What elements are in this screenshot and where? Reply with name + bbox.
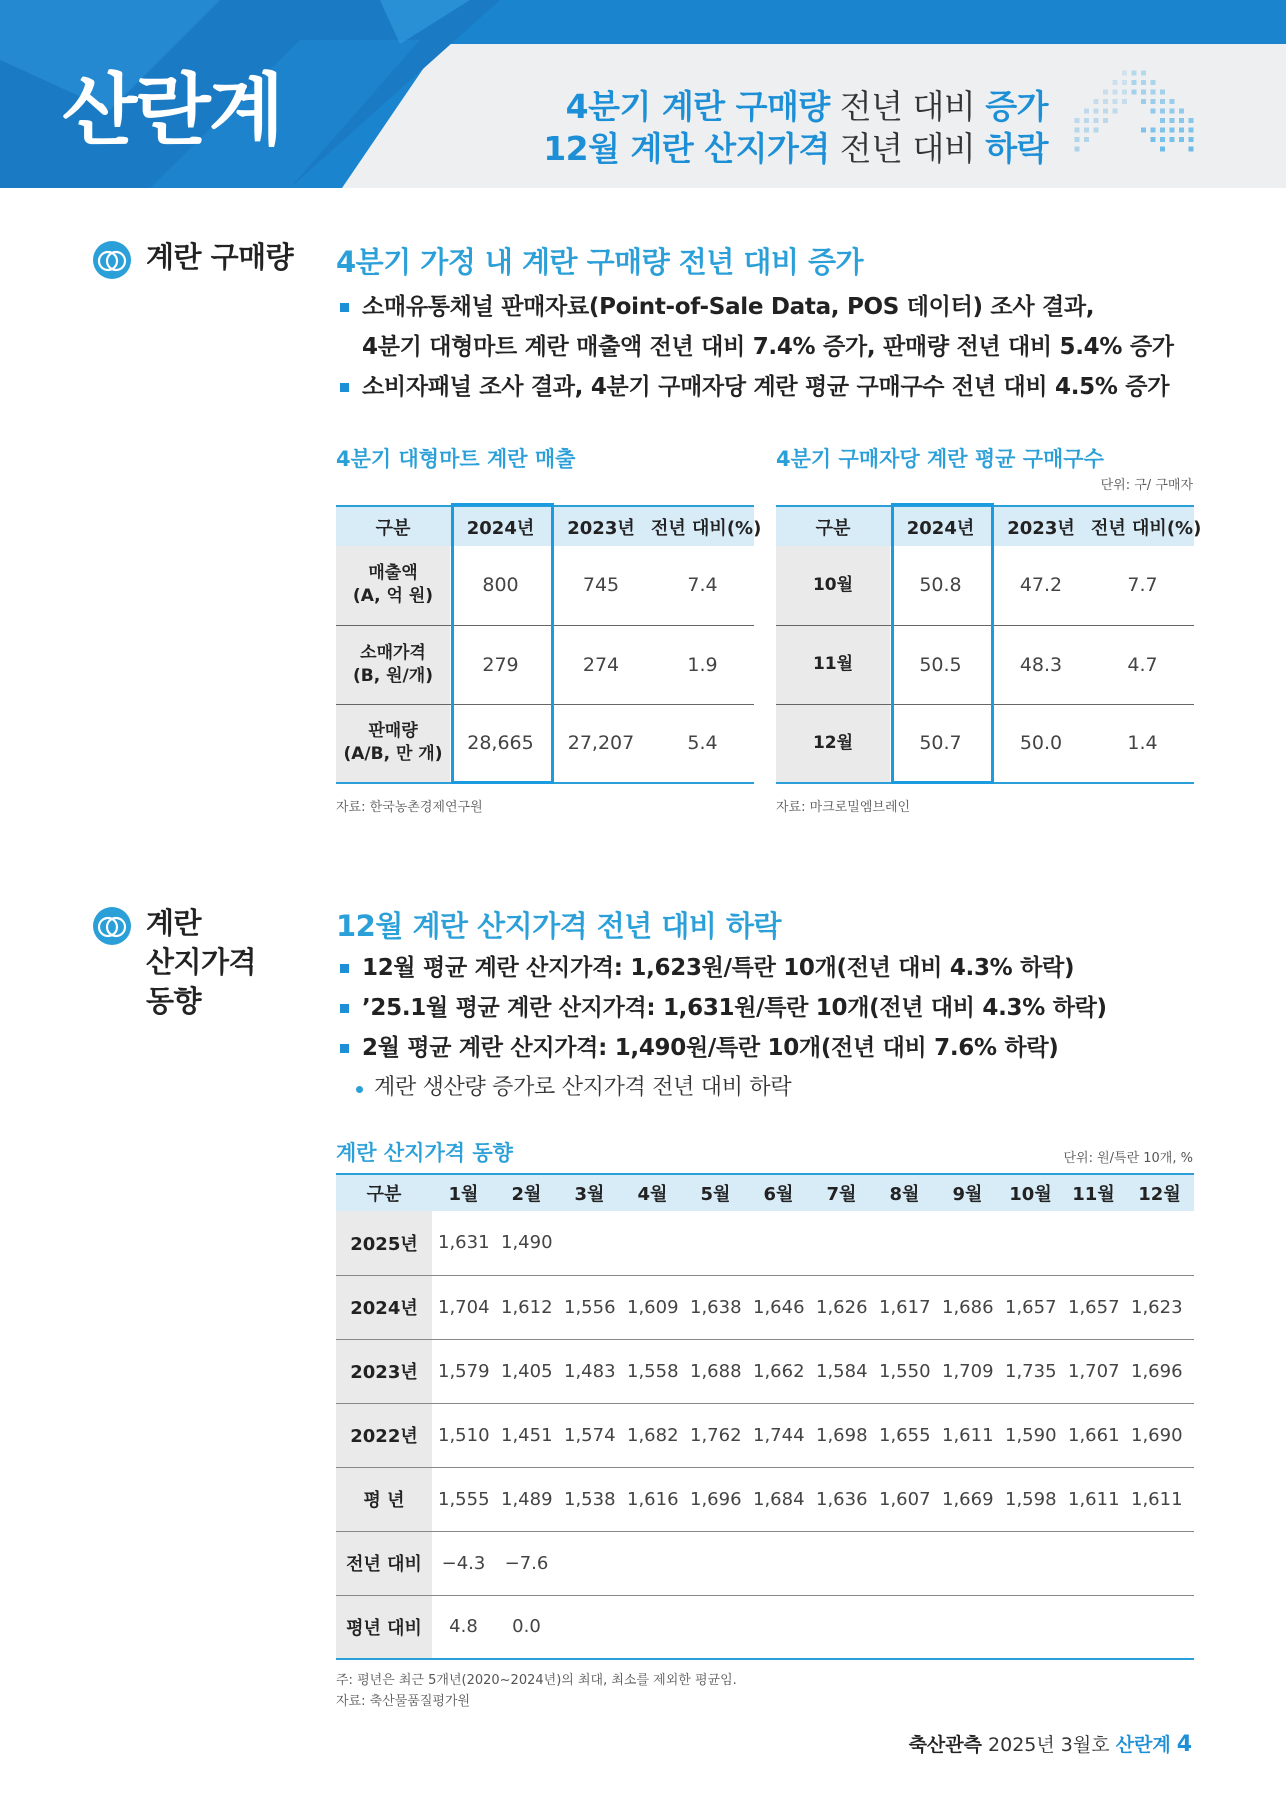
table-title-purchase-count: 4분기 구매자당 계란 평균 구매구수 (776, 447, 1104, 471)
table-cell (747, 1595, 810, 1659)
table-cell: 274 (551, 625, 651, 704)
bullet-item: 소비자패널 조사 결과, 4분기 구매자당 계란 평균 구매구수 전년 대비 4.5% 증가 (340, 367, 1174, 407)
table-cell: 1,550 (873, 1339, 936, 1403)
table-cell: 4.8 (432, 1595, 495, 1659)
banner-headline-2: 12월 계란 산지가격 전년 대비 하락 (543, 129, 1048, 168)
table-cell: 1,655 (873, 1403, 936, 1467)
table-cell (558, 1595, 621, 1659)
table-source: 자료: 한국농촌경제연구원 (336, 800, 483, 815)
table-cell: 1,631 (432, 1211, 495, 1275)
table-cell (684, 1595, 747, 1659)
page-number: 4 (1176, 1732, 1192, 1757)
table-cell (936, 1531, 999, 1595)
table-cell: 1,612 (495, 1275, 558, 1339)
column-header: 6월 (747, 1174, 810, 1211)
bullet-item: 12월 평균 계란 산지가격: 1,623원/특란 10개(전년 대비 4.3% 하락) (340, 948, 1107, 988)
column-header: 2월 (495, 1174, 558, 1211)
table-cell (621, 1531, 684, 1595)
table-row (336, 1275, 1194, 1339)
table-cell: −7.6 (495, 1531, 558, 1595)
table-cell: 4.7 (1091, 625, 1194, 704)
table-cell: 47.2 (991, 546, 1091, 625)
table-cell (936, 1211, 999, 1275)
table-cell: 279 (450, 625, 551, 704)
header-banner (0, 0, 1286, 188)
row-header: 2023년 (336, 1339, 432, 1403)
table-title-mart-sales: 4분기 대형마트 계란 매출 (336, 447, 576, 471)
table-cell: 1,611 (1125, 1467, 1194, 1531)
table-cell: 0.0 (495, 1595, 558, 1659)
table-source: 자료: 축산물품질평가원 (336, 1694, 471, 1709)
row-header: 2025년 (336, 1211, 432, 1275)
table-cell: 1,661 (1062, 1403, 1125, 1467)
table-cell: 1,682 (621, 1403, 684, 1467)
table-cell: 1,607 (873, 1467, 936, 1531)
table-cell (747, 1531, 810, 1595)
table-cell (558, 1531, 621, 1595)
table-cell: 745 (551, 546, 651, 625)
row-header: 평년 대비 (336, 1595, 432, 1659)
sub-bullet-item: 계란 생산량 증가로 산지가격 전년 대비 하락 (340, 1068, 1107, 1108)
table-cell: 1,646 (747, 1275, 810, 1339)
table-cell: 1,556 (558, 1275, 621, 1339)
row-header: 평 년 (336, 1467, 432, 1531)
table-cell: 1,704 (432, 1275, 495, 1339)
section2-bullets (340, 948, 1107, 1108)
column-header: 구분 (336, 506, 450, 546)
table-cell (936, 1595, 999, 1659)
section1-bullets (340, 287, 1174, 407)
column-header: 1월 (432, 1174, 495, 1211)
table-cell: 1,707 (1062, 1339, 1125, 1403)
row-header: 매출액 (A, 억 원) (336, 546, 450, 625)
table-cell: 1,709 (936, 1339, 999, 1403)
table-cell (810, 1211, 873, 1275)
table-cell: 1,690 (1125, 1403, 1194, 1467)
table-note: 주: 평년은 최근 5개년(2020~2024년)의 최대, 최소를 제외한 평균임. (336, 1673, 737, 1688)
column-header: 4월 (621, 1174, 684, 1211)
table-cell: 5.4 (651, 704, 754, 783)
table-cell (684, 1531, 747, 1595)
table-cell: 50.5 (890, 625, 991, 704)
bullet-item: 소매유통채널 판매자료(Point-of-Sale Data, POS 데이터) 조사 결과, (340, 287, 1174, 327)
table-cell: 1,579 (432, 1339, 495, 1403)
table-cell: 1,762 (684, 1403, 747, 1467)
column-header: 9월 (936, 1174, 999, 1211)
table-cell (1125, 1531, 1194, 1595)
purchase-count-table (776, 505, 1202, 784)
dotted-arrow-icon (1072, 68, 1202, 178)
table-cell (1125, 1595, 1194, 1659)
table-cell: 1,510 (432, 1403, 495, 1467)
table-cell: 1,405 (495, 1339, 558, 1403)
table-cell: 7.7 (1091, 546, 1194, 625)
table-cell: 1,451 (495, 1403, 558, 1467)
table-row (776, 625, 1194, 704)
table-cell: 1,574 (558, 1403, 621, 1467)
table-cell: 1,617 (873, 1275, 936, 1339)
table-cell (873, 1531, 936, 1595)
table-cell: −4.3 (432, 1531, 495, 1595)
table-row (776, 704, 1194, 783)
table-cell: 50.8 (890, 546, 991, 625)
column-header: 11월 (1062, 1174, 1125, 1211)
bullet-item-continuation: 4분기 대형마트 계란 매출액 전년 대비 7.4% 증가, 판매량 전년 대비 5.4% 증가 (362, 334, 1174, 360)
table-cell: 1,698 (810, 1403, 873, 1467)
row-header: 10월 (776, 546, 890, 625)
table-cell: 7.4 (651, 546, 754, 625)
table-cell: 1,696 (1125, 1339, 1194, 1403)
row-header: 11월 (776, 625, 890, 704)
row-header: 2022년 (336, 1403, 432, 1467)
row-header: 2024년 (336, 1275, 432, 1339)
egg-bullet-icon (92, 240, 132, 280)
table-cell (999, 1211, 1062, 1275)
column-header: 2024년 (890, 506, 991, 546)
table-cell: 1,616 (621, 1467, 684, 1531)
table-cell: 1,669 (936, 1467, 999, 1531)
table-cell: 1,611 (1062, 1467, 1125, 1531)
row-header: 12월 (776, 704, 890, 783)
table-row (336, 1595, 1194, 1659)
banner-title: 산란계 (62, 66, 283, 156)
table-cell: 1,735 (999, 1339, 1062, 1403)
table-cell (1125, 1211, 1194, 1275)
table-cell: 1,611 (936, 1403, 999, 1467)
row-header: 판매량 (A/B, 만 개) (336, 704, 450, 783)
table-cell: 1,538 (558, 1467, 621, 1531)
table-cell: 1,638 (684, 1275, 747, 1339)
table-row (336, 704, 754, 783)
table-row (336, 1467, 1194, 1531)
table-cell (1062, 1211, 1125, 1275)
table-row (336, 1531, 1194, 1595)
table-cell (810, 1531, 873, 1595)
column-header: 8월 (873, 1174, 936, 1211)
table-cell: 1,483 (558, 1339, 621, 1403)
table-cell (621, 1595, 684, 1659)
table-cell: 1,558 (621, 1339, 684, 1403)
table-cell (810, 1595, 873, 1659)
table-row (336, 1403, 1194, 1467)
table-cell (999, 1595, 1062, 1659)
table-unit: 단위: 원/특란 10개, % (1063, 1151, 1193, 1166)
table-cell: 1,657 (999, 1275, 1062, 1339)
column-header: 2024년 (450, 506, 551, 546)
table-cell: 1,626 (810, 1275, 873, 1339)
price-trend-table (336, 1173, 1194, 1660)
table-cell: 1,744 (747, 1403, 810, 1467)
table-cell: 1,684 (747, 1467, 810, 1531)
table-cell: 48.3 (991, 625, 1091, 704)
section1-heading: 4분기 가정 내 계란 구매량 전년 대비 증가 (336, 245, 864, 279)
row-header: 소매가격 (B, 원/개) (336, 625, 450, 704)
table-cell (1062, 1531, 1125, 1595)
bullet-item: 2월 평균 계란 산지가격: 1,490원/특란 10개(전년 대비 7.6% 하락) (340, 1028, 1107, 1068)
table-cell: 1,598 (999, 1467, 1062, 1531)
column-header: 10월 (999, 1174, 1062, 1211)
bullet-item: ’25.1월 평균 계란 산지가격: 1,631원/특란 10개(전년 대비 4.3% 하락) (340, 988, 1107, 1028)
page-footer: 축산관측 2025년 3월호 산란계 4 (908, 1732, 1192, 1757)
table-unit: 단위: 구/ 구매자 (1100, 478, 1193, 493)
table-row (336, 1339, 1194, 1403)
table-cell: 800 (450, 546, 551, 625)
column-header: 7월 (810, 1174, 873, 1211)
column-header: 3월 (558, 1174, 621, 1211)
table-cell: 50.0 (991, 704, 1091, 783)
table-cell: 1,688 (684, 1339, 747, 1403)
table-cell: 1,555 (432, 1467, 495, 1531)
column-header: 2023년 (991, 506, 1091, 546)
table-cell (873, 1595, 936, 1659)
table-cell (873, 1211, 936, 1275)
section2-heading: 12월 계란 산지가격 전년 대비 하락 (336, 909, 782, 943)
table-cell: 1,489 (495, 1467, 558, 1531)
table-cell (1062, 1595, 1125, 1659)
table-cell (747, 1211, 810, 1275)
table-row (336, 625, 754, 704)
table-cell: 1,609 (621, 1275, 684, 1339)
table-cell (999, 1531, 1062, 1595)
column-header: 2023년 (551, 506, 651, 546)
table-cell: 1,623 (1125, 1275, 1194, 1339)
table-cell: 1,662 (747, 1339, 810, 1403)
table-cell (558, 1211, 621, 1275)
table-cell: 50.7 (890, 704, 991, 783)
banner-headline-1: 4분기 계란 구매량 전년 대비 증가 (565, 87, 1048, 126)
table-row (336, 546, 754, 625)
table-row (336, 1211, 1194, 1275)
table-cell: 1.4 (1091, 704, 1194, 783)
table-cell: 27,207 (551, 704, 651, 783)
column-header: 구분 (336, 1174, 432, 1211)
table-cell: 1,686 (936, 1275, 999, 1339)
column-header: 전년 대비(%) (1091, 506, 1194, 546)
section-label-price: 계란 산지가격 동향 (92, 904, 256, 1021)
table-source: 자료: 마크로밀엠브레인 (776, 800, 911, 815)
column-header: 구분 (776, 506, 890, 546)
mart-sales-table (336, 505, 762, 784)
table-cell: 1,696 (684, 1467, 747, 1531)
table-cell (684, 1211, 747, 1275)
column-header: 전년 대비(%) (651, 506, 754, 546)
egg-bullet-icon (92, 906, 132, 946)
table-cell: 1,590 (999, 1403, 1062, 1467)
table-cell: 1,657 (1062, 1275, 1125, 1339)
table-row (776, 546, 1194, 625)
table-title-price-trend: 계란 산지가격 동향 (336, 1141, 513, 1165)
table-cell: 1,490 (495, 1211, 558, 1275)
table-cell (621, 1211, 684, 1275)
table-cell: 1,636 (810, 1467, 873, 1531)
column-header: 12월 (1125, 1174, 1194, 1211)
column-header: 5월 (684, 1174, 747, 1211)
table-cell: 28,665 (450, 704, 551, 783)
row-header: 전년 대비 (336, 1531, 432, 1595)
section-label-purchase: 계란 구매량 (92, 238, 293, 280)
table-cell: 1.9 (651, 625, 754, 704)
table-cell: 1,584 (810, 1339, 873, 1403)
